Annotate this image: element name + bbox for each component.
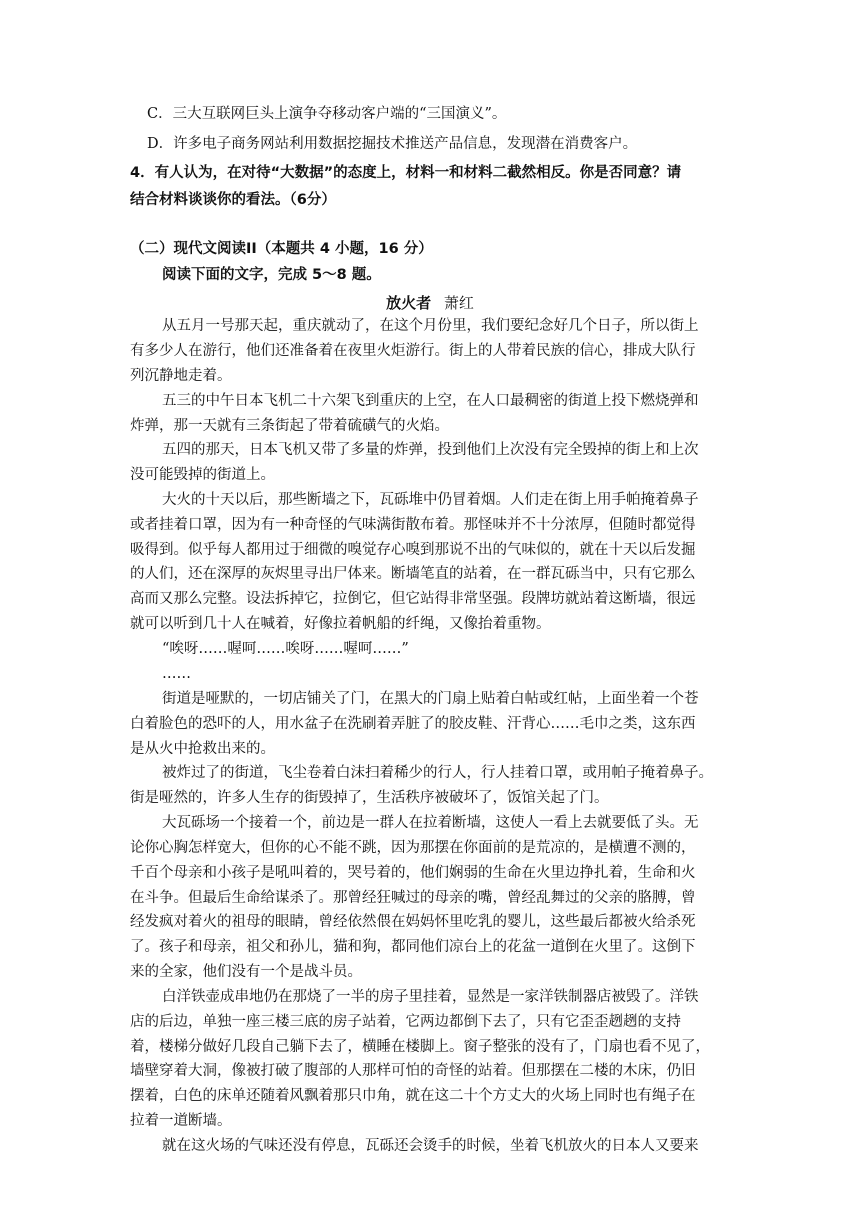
article-line: 吸得到。似乎每人都用过于细微的嗅觉存心嗅到那说不出的气味似的，就在十天以后发掘: [130, 542, 696, 558]
article-line: 列沉静地走着。: [130, 368, 232, 384]
article-line: 从五月一号那天起，重庆就动了，在这个月份里，我们要纪念好几个日子，所以街上: [162, 318, 699, 334]
article-line: 摆着，白色的床单还随着风飘着那只巾角，就在这二十个方丈大的火场上同时也有绳子在: [130, 1088, 696, 1104]
article-line: 拉着一道断墙。: [130, 1113, 232, 1129]
article-line: 或者挂着口罩，因为有一种奇怪的气味满街散布着。那怪味并不十分浓厚，但随时都觉得: [130, 517, 696, 533]
article-line: 着，楼梯分做好几段自己躺下去了，横睡在楼脚上。窗子整张的没有了，门扇也看不见了，: [130, 1039, 710, 1055]
article-line: 的人们，还在深厚的灰烬里寻出尸体来。断墙笔直的站着，在一群瓦砾当中，只有它那么: [130, 566, 696, 582]
article-line: 论你心胸怎样宽大，但你的心不能不跳，因为那摆在你面前的是荒凉的，是横遭不测的，: [130, 840, 696, 856]
section-instruction: 阅读下面的文字，完成 5～8 题。: [162, 267, 381, 283]
article-line: 白着脸色的恐吓的人，用水盆子在洗刷着弄脏了的胶皮鞋、汗背心……毛巾之类，这东西: [130, 716, 696, 732]
article-line: 墙壁穿着大洞，像被打破了腹部的人那样可怕的奇怪的站着。但那摆在二楼的木床，仍旧: [130, 1063, 696, 1079]
article-line: 了。孩子和母亲，祖父和孙儿，猫和狗，都同他们凉台上的花盆一道倒在火里了。这倒下: [130, 939, 696, 955]
article-line: 是从火中抢救出来的。: [130, 741, 275, 757]
article-line: 炸弹，那一天就有三条街起了带着硫磺气的火焰。: [130, 418, 449, 434]
article-line: 千百个母亲和小孩子是吼叫着的，哭号着的，他们娴弱的生命在火里边挣扎着，生命和火: [130, 865, 696, 881]
article-line: “唉呀……喔呵……唉呀……喔呵……”: [162, 641, 409, 657]
article-line: 五三的中午日本飞机二十六架飞到重庆的上空，在人口最稠密的街道上投下燃烧弹和: [162, 393, 699, 409]
article-line: 店的后边，单独一座三楼三底的房子站着，它两边都倒下去了，只有它歪歪趔趔的支持: [130, 1014, 681, 1030]
article-line: 高而又那么完整。设法拆掉它，拉倒它，但它站得非常坚强。段牌坊就站着这断墙，很远: [130, 591, 696, 607]
article-line: 街道是哑默的，一切店铺关了门，在黑大的门扇上贴着白帖或红帖，上面坐着一个苍: [162, 691, 699, 707]
article-line: 经发疯对着火的祖母的眼睛，曾经依然偎在妈妈怀里吃乳的婴儿，这些最后都被火给杀死: [130, 914, 696, 930]
article-line: 就在这火场的气味还没有停息，瓦砾还会烫手的时候，坐着飞机放火的日本人又要来: [162, 1138, 699, 1154]
question-4-line-2: 结合材料谈谈你的看法。（6分）: [130, 192, 336, 208]
option-d: D．许多电子商务网站利用数据挖掘技术推送产品信息，发现潜在消费客户。: [147, 136, 638, 152]
article-line: 有多少人在游行，他们还准备着在夜里火炬游行。街上的人带着民族的信心，排成大队行: [130, 343, 696, 359]
question-4-line-1: 4．有人认为，在对待“大数据”的态度上，材料一和材料二截然相反。你是否同意？请: [130, 165, 682, 181]
section-heading: （二）现代文阅读II（本题共 4 小题，16 分）: [130, 241, 433, 257]
article-title-block: [0, 293, 860, 313]
article-line: 五四的那天，日本飞机又带了多量的炸弹，投到他们上次没有完全毁掉的街上和上次: [162, 442, 699, 458]
article-title: 放火者: [386, 294, 432, 312]
article-line: 被炸过了的街道，飞尘卷着白沫扫着稀少的行人，行人挂着口罩，或用帕子掩着鼻子。: [162, 765, 713, 781]
article-line: 白洋铁壶成串地仍在那烧了一半的房子里挂着，显然是一家洋铁制器店被毁了。洋铁: [162, 989, 699, 1005]
article-line: 就可以听到几十人在喊着，好像拉着帆船的纤绳，又像抬着重物。: [130, 616, 551, 632]
article-author: 萧红: [443, 294, 474, 312]
article-line: 来的全家，他们没有一个是战斗员。: [130, 964, 362, 980]
article-line: 大瓦砾场一个接着一个，前边是一群人在拉着断墙，这使人一看上去就要低了头。无: [162, 815, 699, 831]
article-line: ……: [162, 666, 191, 682]
article-line: 没可能毁掉的街道上。: [130, 467, 275, 483]
article-line: 在斗争。但最后生命给谋杀了。那曾经狂喊过的母亲的嘴，曾经乱舞过的父亲的胳膊，曾: [130, 890, 696, 906]
option-c: C．三大互联网巨头上演争夺移动客户端的“三国演义”。: [147, 106, 507, 122]
article-line: 大火的十天以后，那些断墙之下，瓦砾堆中仍冒着烟。人们走在街上用手帕掩着鼻子: [162, 492, 699, 508]
article-line: 街是哑然的，许多人生存的街毁掉了，生活秩序被破坏了，饭馆关起了门。: [130, 790, 609, 806]
